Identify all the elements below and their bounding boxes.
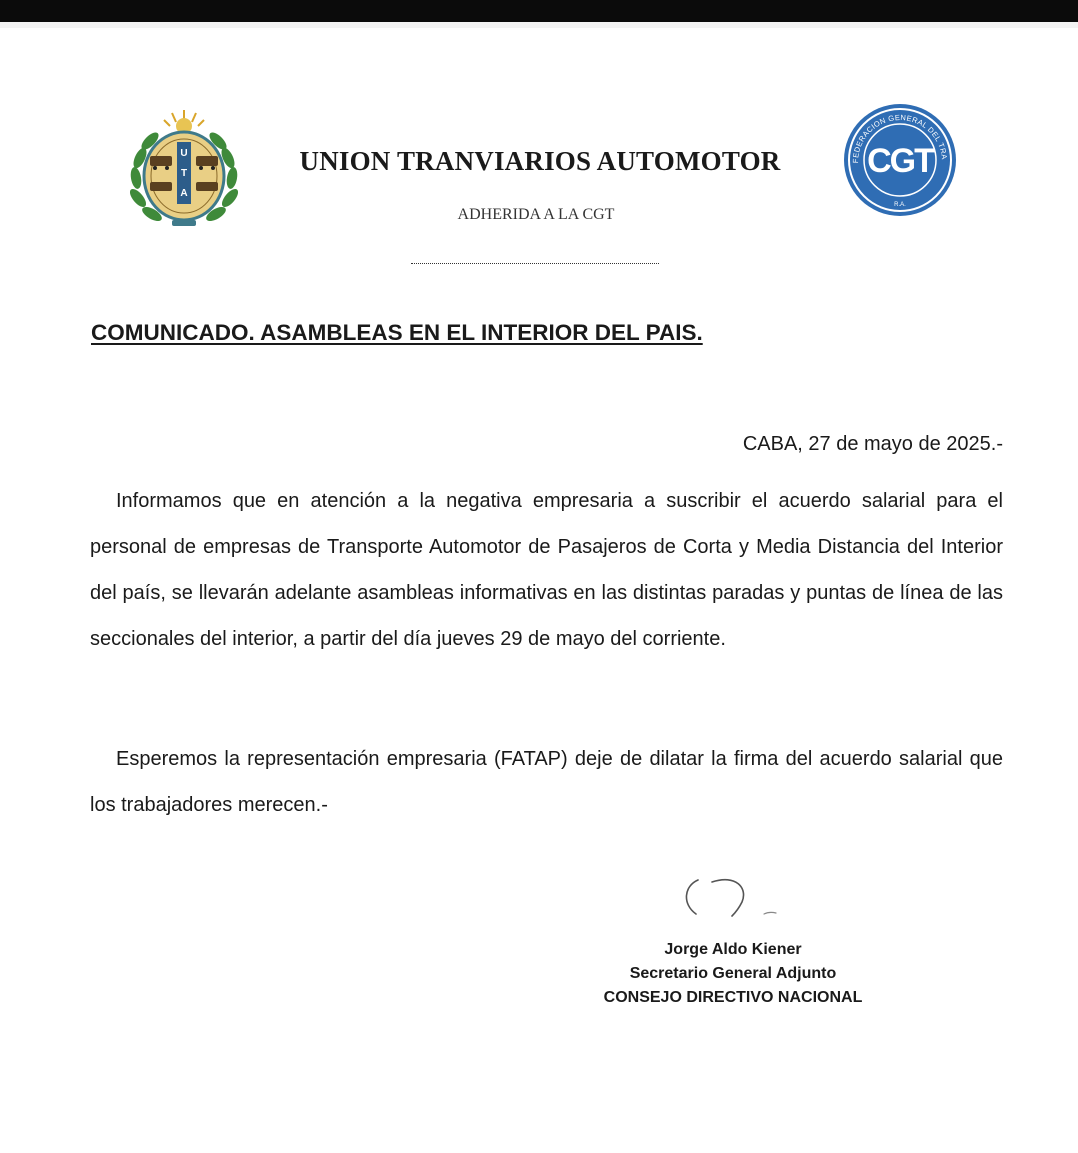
cgt-letters: CGT xyxy=(867,142,933,180)
signatory-role: Secretario General Adjunto xyxy=(629,965,837,982)
signatory-body: CONSEJO DIRECTIVO NACIONAL xyxy=(603,989,863,1006)
organization-subtitle: ADHERIDA A LA CGT xyxy=(457,206,615,223)
uta-letter-t: T xyxy=(180,168,188,179)
uta-letter-u: U xyxy=(180,148,188,159)
top-light-strip xyxy=(0,22,1078,28)
document-title: COMUNICADO. ASAMBLEAS EN EL INTERIOR DEL PAIS. xyxy=(91,320,703,345)
signatory-name: Jorge Aldo Kiener xyxy=(664,941,802,958)
body-paragraph-2: Esperemos la representación empresaria (FATAP) deje de dilatar la firma del acuerdo salarial que los trabajadores merecen.- xyxy=(90,748,1003,816)
cgt-ring-text: FEDERACION GENERAL DEL TRA xyxy=(850,112,949,164)
cgt-footer-text: R.A. xyxy=(894,202,906,208)
body-paragraph-1: Informamos que en atención a la negativa empresaria a suscribir el acuerdo salarial para el personal de empresas de Transporte Automotor de Pasajeros de Corta y Media Distancia del Interior del país, se llevarán adelante asambleas informativas en las distintas paradas y puntas de línea de las seccionales del interior, a partir del día jueves 29 de mayo del corriente. xyxy=(90,490,1003,650)
uta-emblem-icon xyxy=(122,108,246,234)
handwritten-signature-icon xyxy=(676,872,780,924)
document-date: CABA, 27 de mayo de 2025.- xyxy=(742,433,1003,455)
top-dark-bar xyxy=(0,0,1078,22)
header-divider xyxy=(411,263,659,264)
cgt-emblem-icon xyxy=(838,100,962,218)
signature-block xyxy=(580,938,886,1010)
uta-letter-a: A xyxy=(180,188,188,199)
organization-name: UNION TRANVIARIOS AUTOMOTOR xyxy=(299,146,781,176)
